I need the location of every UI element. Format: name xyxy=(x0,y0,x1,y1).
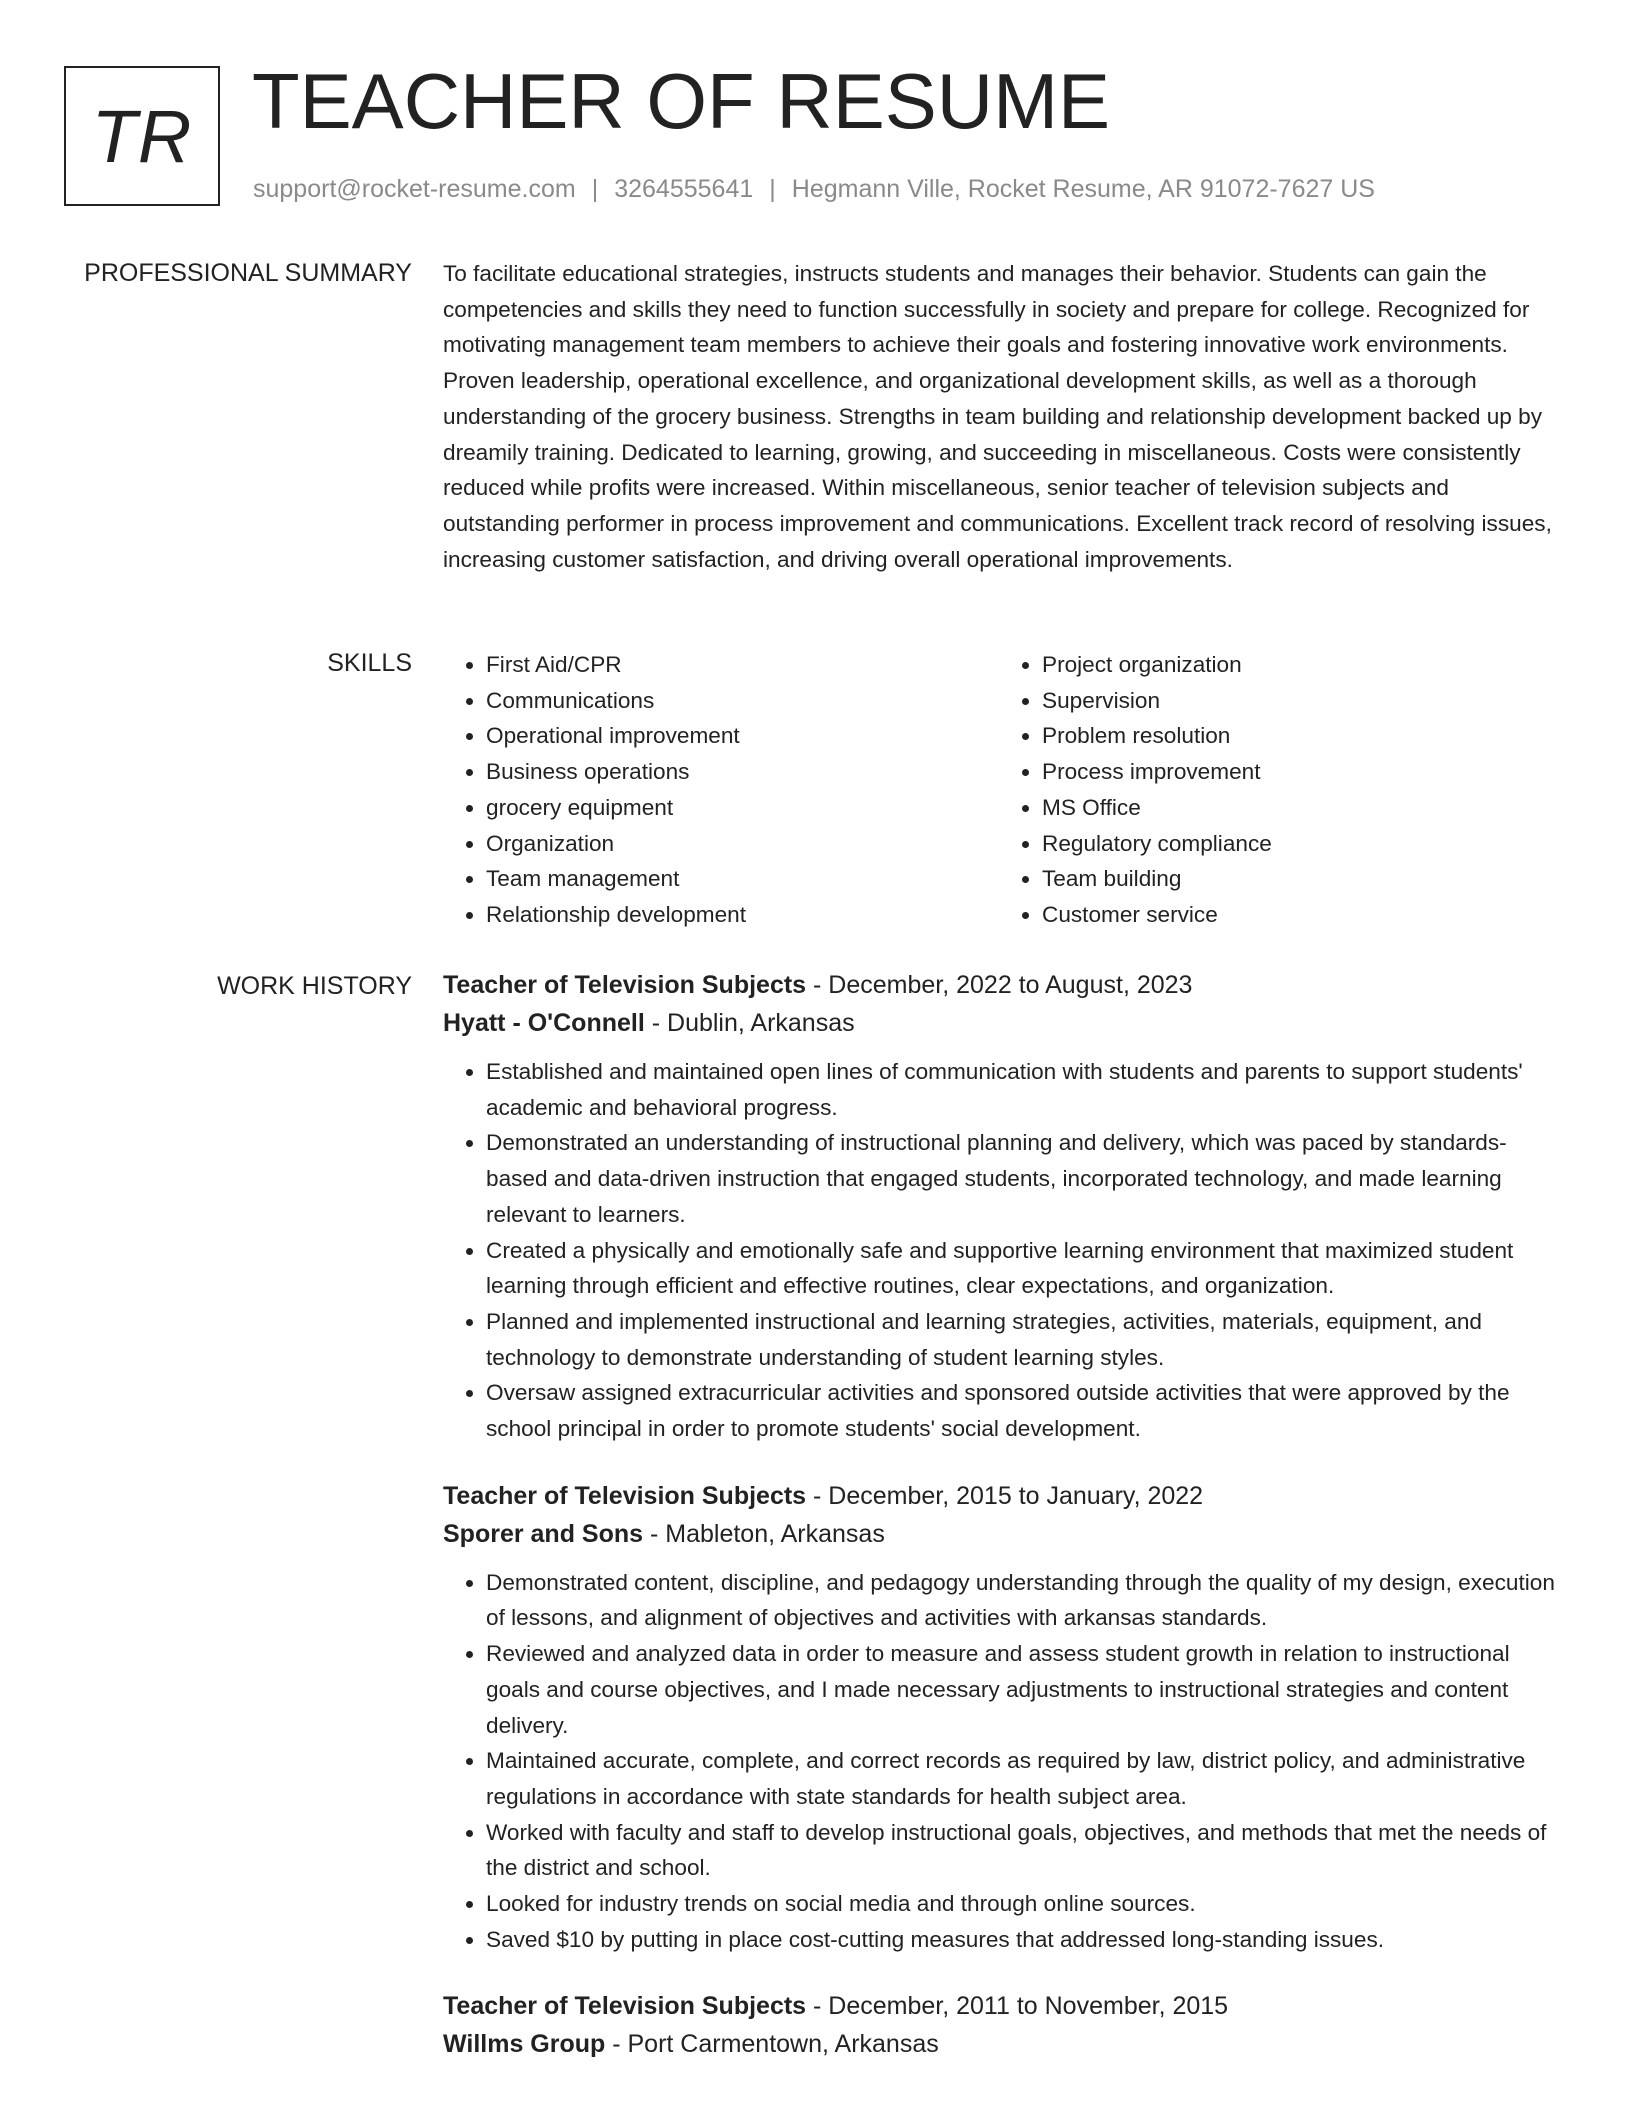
job-bullet: • Reviewed and analyzed data in order to measure and assess student growth in relation to instructional goals and course objectives, and I made necessary adjustments to instructional strategies and content delivery. xyxy=(486,1636,1555,1743)
job-title: Teacher of Television Subjects xyxy=(443,1481,807,1510)
job-company: Willms Group xyxy=(443,2030,606,2059)
monogram-badge: TR xyxy=(64,66,220,206)
job-location: Port Carmentown, Arkansas xyxy=(627,2030,939,2059)
skill-item: • Team management xyxy=(486,861,999,897)
skill-item: • grocery equipment xyxy=(486,790,999,826)
summary-text: To facilitate educational strategies, instructs students and manages their behavior. Students can gain the competencies and skills they need to function successfully in society and prepare for college. Recognized for motivating management team members to achieve their goals and fostering innovative work environments. Proven leadership, operational excellence, and organizational development skills, as well as a thorough understanding of the grocery business. Strengths in team building and relationship development backed up by dreamily training. Dedicated to learning, growing, and succeeding in miscellaneous. Costs were consistently reduced while profits were increased. Within miscellaneous, senior teacher of television subjects and outstanding performer in process improvement and communications. Excellent track record of resolving issues, increasing customer satisfaction, and driving overall operational improvements. xyxy=(443,261,1552,572)
skill-item: • Customer service xyxy=(1042,897,1555,933)
job-location: Mableton, Arkansas xyxy=(665,1519,885,1548)
skill-item: • Relationship development xyxy=(486,897,999,933)
contact-separator: | xyxy=(591,175,599,203)
skill-item: • Organization xyxy=(486,826,999,862)
job-bullet: • Maintained accurate, complete, and correct records as required by law, district policy, and administrative regulations in accordance with state standards for health subject area. xyxy=(486,1743,1555,1814)
contact-line xyxy=(253,172,1375,206)
skills-list-right xyxy=(999,647,1555,933)
job-bullet: • Created a physically and emotionally safe and supportive learning environment that maximized student learning through efficient and effective routines, clear expectations, and organization. xyxy=(486,1233,1555,1304)
job-bullet: • Oversaw assigned extracurricular activities and sponsored outside activities that were approved by the school principal in order to promote students' social development. xyxy=(486,1375,1555,1446)
job-company-line: Willms Group - Port Carmentown, Arkansas xyxy=(443,2030,939,2059)
job-bullet: • Demonstrated content, discipline, and pedagogy understanding through the quality of my design, execution of lessons, and alignment of objectives and activities with arkansas standards. xyxy=(486,1565,1555,1636)
skill-item: • MS Office xyxy=(1042,790,1555,826)
skills-list-left xyxy=(443,647,999,933)
skill-item: • Team building xyxy=(1042,861,1555,897)
section-label-summary: PROFESSIONAL SUMMARY xyxy=(84,259,412,287)
job-bullet: • Demonstrated an understanding of instructional planning and delivery, which was paced by standards-based and data-driven instruction that engaged students, incorporated technology, and made learning relevant to learners. xyxy=(486,1125,1555,1232)
job-entry xyxy=(443,966,1555,1447)
job-bullet: • Saved $10 by putting in place cost-cutting measures that addressed long-standing issues. xyxy=(486,1922,1555,1958)
skill-item: • Process improvement xyxy=(1042,754,1555,790)
work-history-section xyxy=(443,966,1555,2063)
job-company-line: Hyatt - O'Connell - Dublin, Arkansas xyxy=(443,1009,855,1037)
job-title: Teacher of Television Subjects xyxy=(443,971,807,999)
skill-item: • Business operations xyxy=(486,754,999,790)
job-bullet: • Looked for industry trends on social media and through online sources. xyxy=(486,1886,1555,1922)
contact-email: support@rocket-resume.com xyxy=(253,175,576,203)
summary-section xyxy=(443,256,1555,577)
section-label-skills: SKILLS xyxy=(327,649,412,677)
skill-item: • Regulatory compliance xyxy=(1042,826,1555,862)
skills-columns xyxy=(443,647,1555,933)
job-bullet: • Established and maintained open lines of communication with students and parents to support students' academic and behavioral progress. xyxy=(486,1054,1555,1125)
job-dates: December, 2015 to January, 2022 xyxy=(828,1481,1204,1510)
job-title: Teacher of Television Subjects xyxy=(443,1992,807,2021)
skill-item: • Communications xyxy=(486,683,999,719)
job-title-line: Teacher of Television Subjects - December, 2011 to November, 2015 xyxy=(443,1992,1229,2021)
job-title-line: Teacher of Television Subjects - December, 2015 to January, 2022 xyxy=(443,1481,1204,1510)
skills-section xyxy=(443,647,1555,933)
job-entry xyxy=(443,1477,1555,1958)
skill-item: • Project organization xyxy=(1042,647,1555,683)
job-bullet: • Worked with faculty and staff to develop instructional goals, objectives, and methods that met the needs of the district and school. xyxy=(486,1815,1555,1886)
job-location: Dublin, Arkansas xyxy=(667,1009,855,1037)
section-label-work-history: WORK HISTORY xyxy=(217,972,412,1000)
skill-item: • Supervision xyxy=(1042,683,1555,719)
job-bullet: • Planned and implemented instructional and learning strategies, activities, materials, equipment, and technology to demonstrate understanding of student learning styles. xyxy=(486,1304,1555,1375)
job-dates: December, 2011 to November, 2015 xyxy=(828,1992,1229,2021)
skill-item: • First Aid/CPR xyxy=(486,647,999,683)
job-company-line: Sporer and Sons - Mableton, Arkansas xyxy=(443,1519,885,1548)
contact-separator: | xyxy=(769,175,776,203)
job-title-line: Teacher of Television Subjects - December, 2022 to August, 2023 xyxy=(443,971,1193,999)
skill-item: • Problem resolution xyxy=(1042,718,1555,754)
job-bullet-list xyxy=(443,1565,1555,1958)
job-company: Sporer and Sons xyxy=(443,1519,644,1548)
job-bullet-list xyxy=(443,1054,1555,1447)
skill-item: • Operational improvement xyxy=(486,718,999,754)
contact-phone: 3264555641 xyxy=(614,175,754,203)
contact-address: Hegmann Ville, Rocket Resume, AR 91072-7627 US xyxy=(791,175,1375,203)
job-entry xyxy=(443,1987,1555,2063)
job-company: Hyatt - O'Connell xyxy=(443,1009,645,1037)
candidate-name: TEACHER OF RESUME xyxy=(252,57,1111,145)
job-dates: December, 2022 to August, 2023 xyxy=(828,971,1193,999)
